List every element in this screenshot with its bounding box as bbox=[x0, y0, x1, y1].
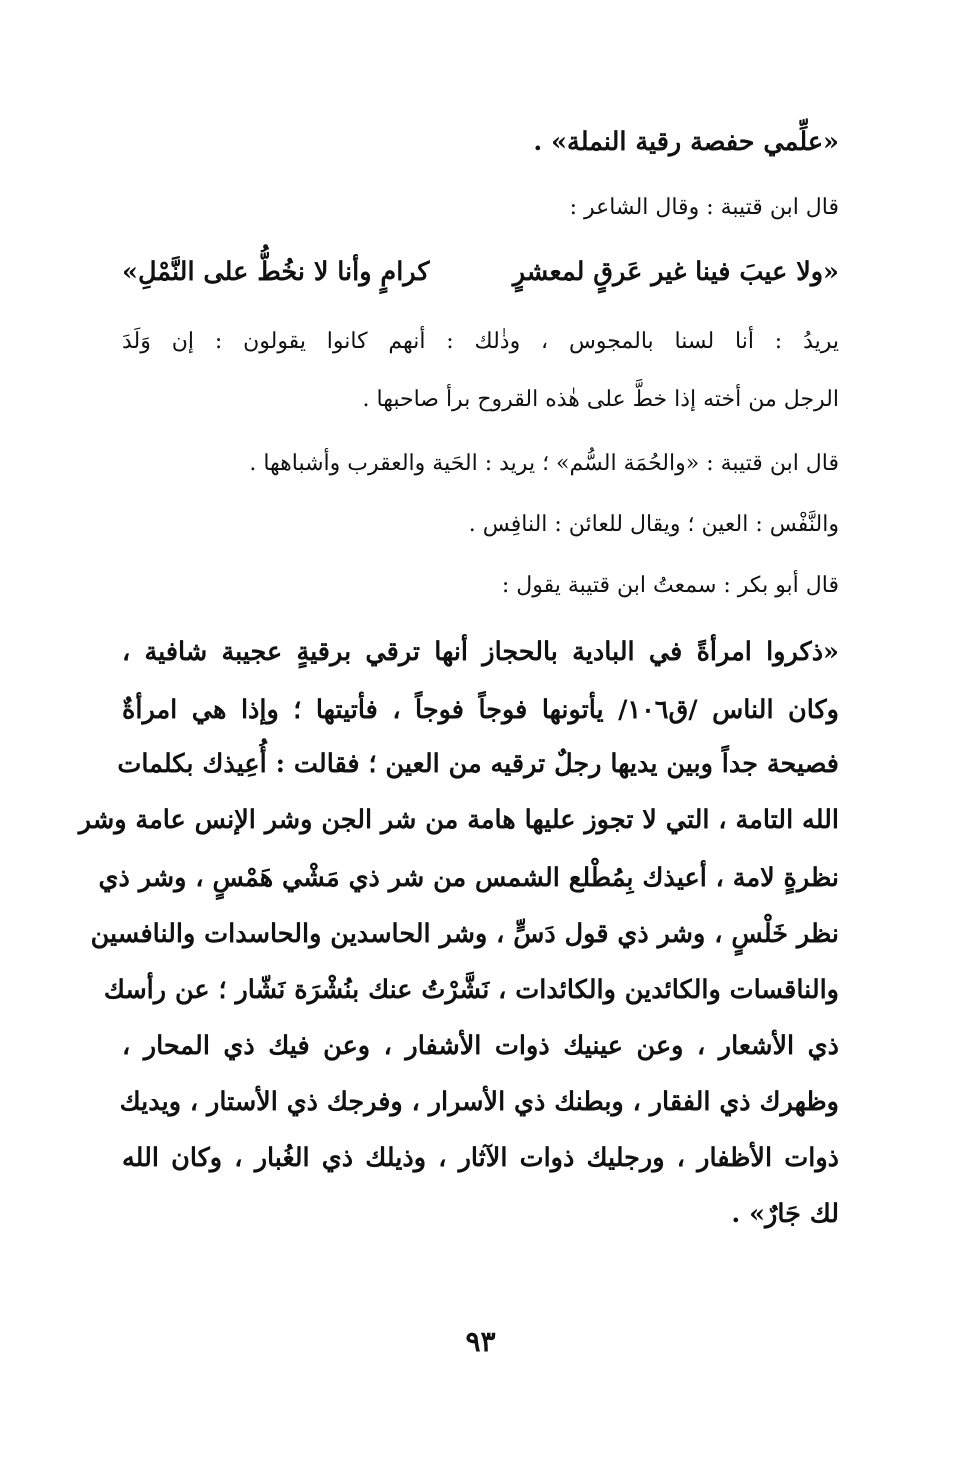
text-line: «ذكروا امرأةً في البادية بالحجاز أنها ترقي برقيةٍ عجيبة شافية ، bbox=[122, 637, 839, 667]
text-line: قال أبو بكر : سمعتُ ابن قتيبة يقول : bbox=[501, 573, 839, 598]
text-line: والنَّفْس : العين ؛ ويقال للعائن : النافِس . bbox=[468, 512, 839, 537]
text-line: والناقسات والكائدين والكائدات ، نَشَّرْتُ عنك بنُشْرَة نَشّار ؛ عن رأسك bbox=[103, 975, 839, 1005]
page-number: ٩٣ bbox=[465, 1325, 496, 1358]
text-line: لك جَارٌ» . bbox=[731, 1199, 839, 1229]
text-line: نظر خَلْسٍ ، وشر ذي قول دَسٍّ ، وشر الحاسدين والحاسدات والنافسين bbox=[90, 919, 839, 949]
text-line: فصيحة جداً وبين يديها رجلٌ ترقيه من العين ؛ فقالت : أُعِيذك بكلمات bbox=[117, 749, 839, 779]
text-line: قال ابن قتيبة : «والحُمَة السُّم» ؛ يريد : الحَية والعقرب وأشباهها . bbox=[249, 451, 839, 476]
text-line: الرجل من أخته إذا خطَّ على هٰذه القروح برأ صاحبها . bbox=[362, 387, 839, 412]
text-line: قال ابن قتيبة : وقال الشاعر : bbox=[569, 195, 839, 220]
text-line: ذوات الأظفار ، ورجليك ذوات الآثار ، وذيلك ذي الغُبار ، وكان الله bbox=[122, 1143, 839, 1173]
text-line: الله التامة ، التي لا تجوز عليها هامة من شر الجن وشر الإنس عامة وشر bbox=[78, 805, 839, 835]
text-line: «علِّمي حفصة رقية النملة» . bbox=[533, 127, 839, 157]
verse-first-hemistich: «ولا عيبَ فينا غير عَرقٍ لمعشرٍ bbox=[512, 257, 839, 287]
text-line: نظرةٍ لامة ، أعيذك بِمُطْلع الشمس من شر ذي مَشْي هَمْسٍ ، وشر ذي bbox=[98, 863, 839, 893]
verse-line bbox=[122, 250, 839, 294]
text-line: ذي الأشعار ، وعن عينيك ذوات الأشفار ، وعن فيك ذي المحار ، bbox=[122, 1031, 839, 1061]
text-line: وكان الناس /ق١٠٦/ يأتونها فوجاً فوجاً ، فأتيتها ؛ وإذا هي امرأةٌ bbox=[122, 695, 839, 725]
text-line: وظهرك ذي الفقار ، وبطنك ذي الأسرار ، وفرجك ذي الأستار ، ويديك bbox=[119, 1087, 839, 1117]
verse-second-hemistich: كرامٍ وأنا لا نخُطُّ على النَّمْلِ» bbox=[122, 257, 430, 287]
text-line: يريدُ : أنا لسنا بالمجوس ، وذٰلك : أنهم كانوا يقولون : إن وَلَدَ bbox=[122, 329, 839, 354]
